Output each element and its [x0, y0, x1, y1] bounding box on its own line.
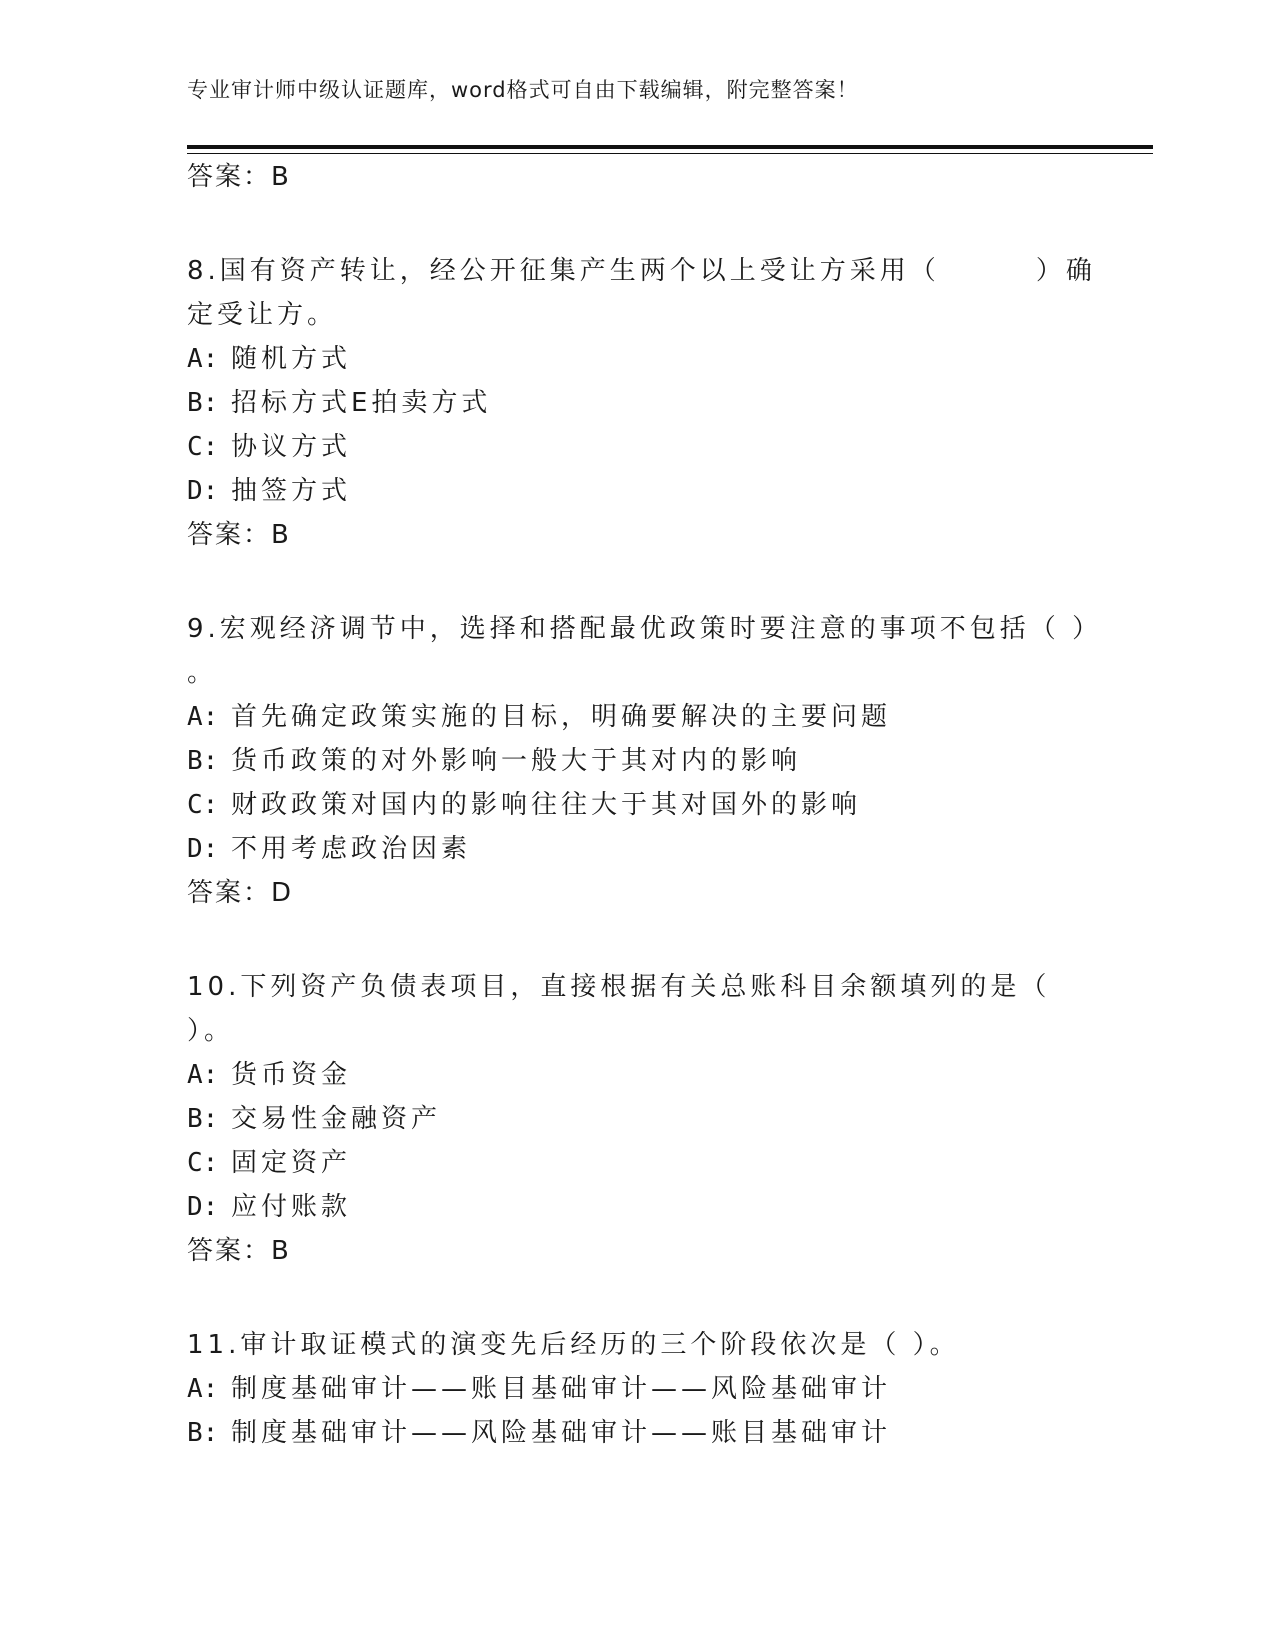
option-text: 制度基础审计——风险基础审计——账目基础审计: [231, 1418, 892, 1448]
answer-label: 答案：: [187, 878, 272, 908]
option-a: [187, 1376, 891, 1402]
option-key: A:: [187, 702, 219, 732]
answer-label: 答案：: [187, 162, 272, 192]
option-text: 随机方式: [231, 344, 352, 374]
option-text: 首先确定政策实施的目标，明确要解决的主要问题: [231, 702, 892, 732]
option-text: 协议方式: [231, 432, 352, 462]
question-8-stem-line-2: 定受让方。: [187, 300, 338, 330]
option-key: D:: [187, 476, 219, 506]
answer-value: B: [271, 162, 291, 192]
option-text: 招标方式E拍卖方式: [231, 388, 492, 418]
question-10-stem-line-2: ）。: [187, 1016, 235, 1046]
answer-label: 答案：: [187, 520, 272, 550]
question-9-stem-line-2: 。: [187, 658, 218, 688]
question-11-stem-line-1: 11.审计取证模式的演变先后经历的三个阶段依次是（ ）。: [187, 1330, 960, 1360]
answer-value: D: [271, 878, 294, 908]
option-text: 交易性金融资产: [231, 1104, 442, 1134]
answer-line: [187, 164, 291, 190]
question-8-stem-part-a: 8.国有资产转让，经公开征集产生两个以上受让方采用（: [187, 256, 940, 286]
option-key: B:: [187, 1418, 219, 1448]
option-b: [187, 748, 801, 774]
option-key: A:: [187, 1060, 219, 1090]
option-text: 应付账款: [231, 1192, 352, 1222]
option-d: [187, 1194, 351, 1220]
option-key: B:: [187, 388, 219, 418]
option-b: [187, 1420, 891, 1446]
question-10-stem-line-1: 10.下列资产负债表项目，直接根据有关总账科目余额填列的是（: [187, 972, 1051, 1002]
answer-line: [187, 522, 291, 548]
option-a: [187, 346, 351, 372]
answer-label: 答案：: [187, 1236, 272, 1266]
option-text: 固定资产: [231, 1148, 352, 1178]
question-9-stem-line-1: 9.宏观经济调节中，选择和搭配最优政策时要注意的事项不包括（ ）: [187, 614, 1103, 644]
answer-value: B: [271, 1236, 291, 1266]
option-text: 不用考虑政治因素: [231, 834, 472, 864]
option-key: B:: [187, 1104, 219, 1134]
option-a: [187, 1062, 351, 1088]
option-d: [187, 836, 471, 862]
answer-value: B: [271, 520, 291, 550]
option-text: 货币资金: [231, 1060, 352, 1090]
option-key: D:: [187, 834, 219, 864]
question-8-stem-line-1: [187, 258, 1096, 284]
option-text: 货币政策的对外影响一般大于其对内的影响: [231, 746, 802, 776]
option-text: 抽签方式: [231, 476, 352, 506]
question-8-stem-part-b: ）确: [1035, 256, 1096, 286]
option-c: [187, 434, 351, 460]
header-rule-thick: [187, 145, 1153, 149]
option-text: 财政政策对国内的影响往往大于其对国外的影响: [231, 790, 862, 820]
answer-line: [187, 880, 293, 906]
option-b: [187, 390, 491, 416]
option-key: C:: [187, 1148, 219, 1178]
option-d: [187, 478, 351, 504]
document-header: 专业审计师中级认证题库，word格式可自由下载编辑，附完整答案！: [187, 78, 859, 102]
option-key: C:: [187, 790, 219, 820]
option-c: [187, 792, 861, 818]
answer-line: [187, 1238, 291, 1264]
option-c: [187, 1150, 351, 1176]
option-key: C:: [187, 432, 219, 462]
option-key: A:: [187, 1374, 219, 1404]
option-b: [187, 1106, 441, 1132]
header-rule-thin: [187, 153, 1153, 154]
option-text: 制度基础审计——账目基础审计——风险基础审计: [231, 1374, 892, 1404]
option-key: D:: [187, 1192, 219, 1222]
option-key: B:: [187, 746, 219, 776]
option-key: A:: [187, 344, 219, 374]
option-a: [187, 704, 891, 730]
